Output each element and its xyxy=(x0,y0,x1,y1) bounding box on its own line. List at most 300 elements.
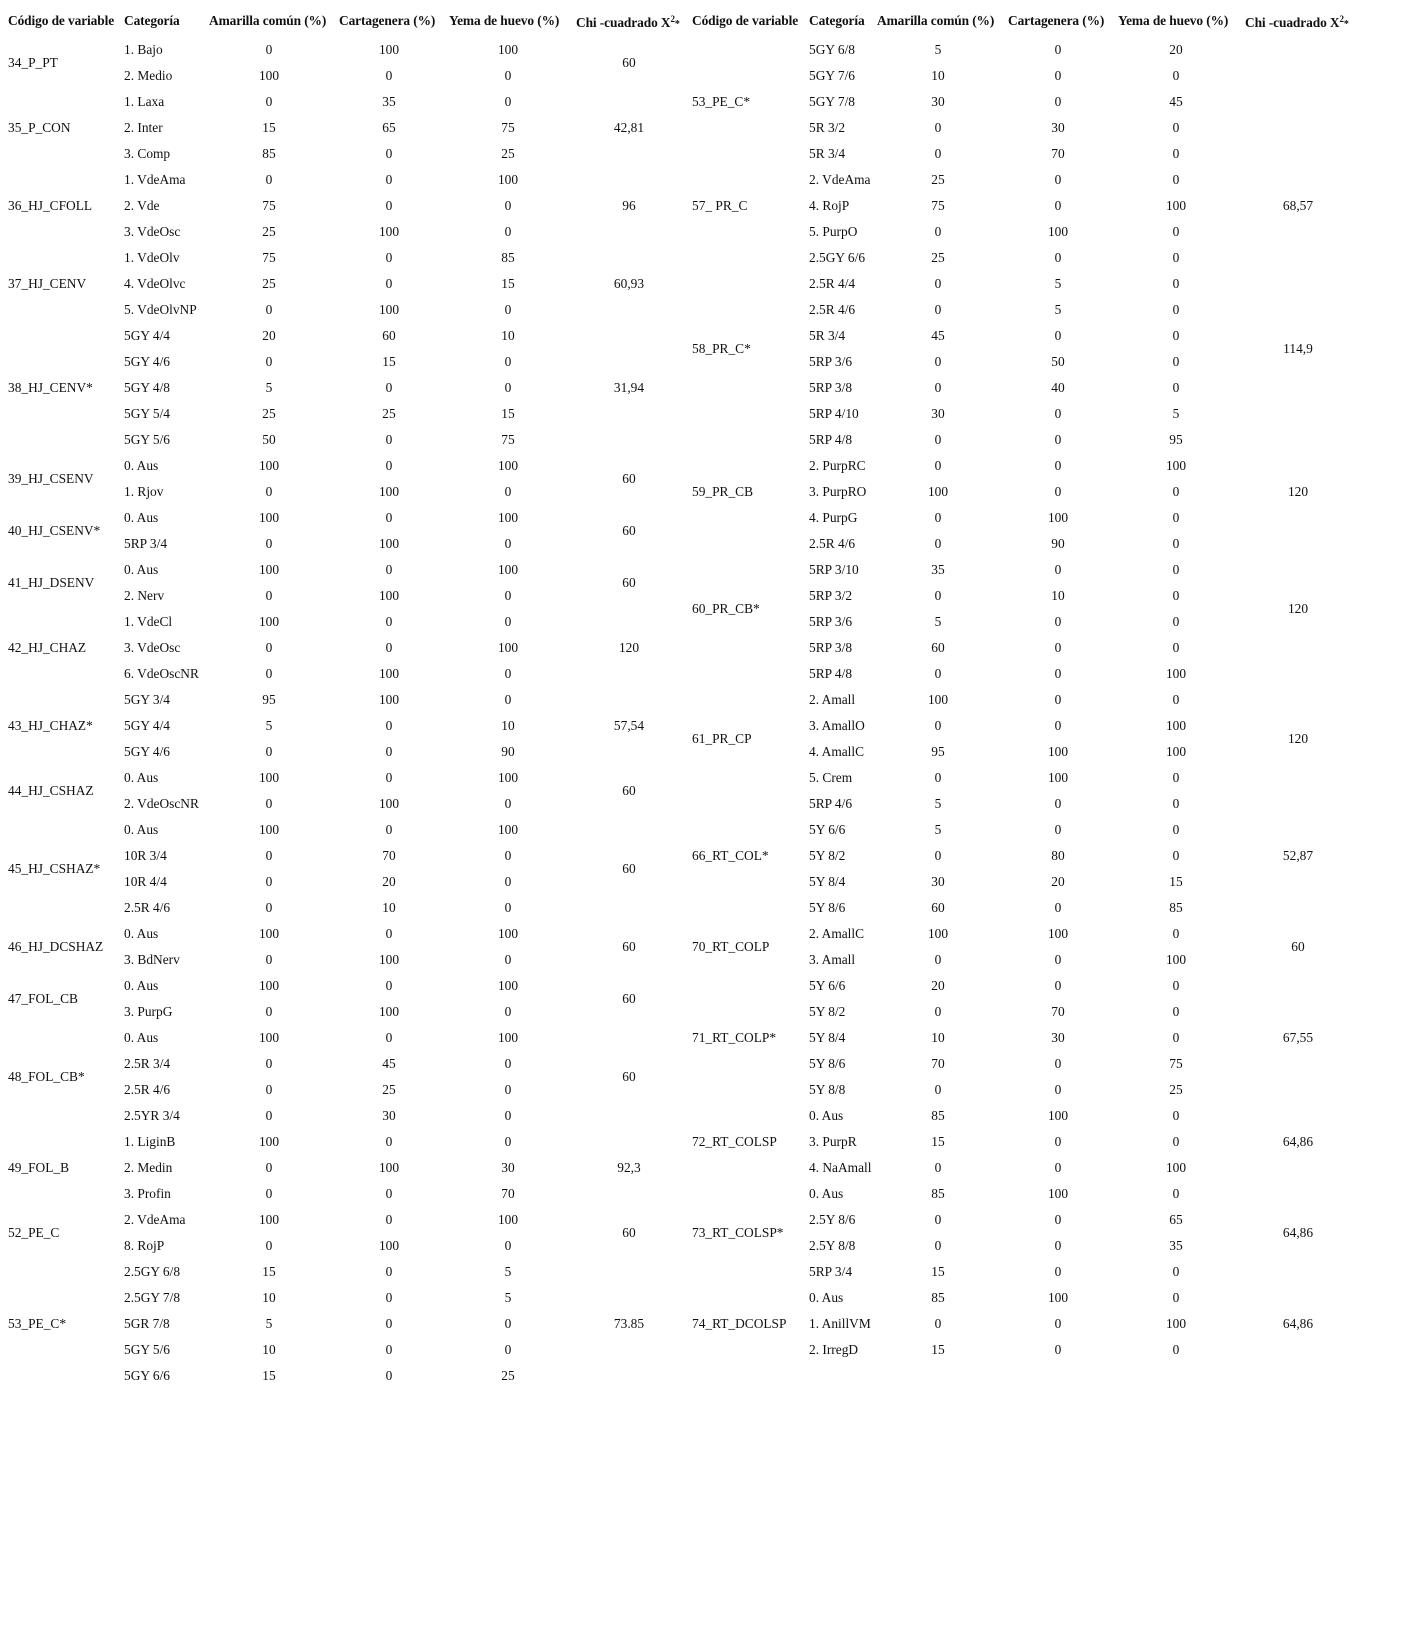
category-cell: 5R 3/4 xyxy=(809,146,846,161)
cartagenera-value: 0 xyxy=(1054,978,1062,993)
yema-value: 10 xyxy=(501,328,515,343)
variable-code: 38_HJ_CENV* xyxy=(8,380,93,395)
yema-value: 0 xyxy=(504,1238,512,1253)
cartagenera-value: 0 xyxy=(1054,692,1062,707)
amarilla-value: 25 xyxy=(262,276,276,291)
yema-value: 25 xyxy=(501,146,515,161)
cartagenera-value: 0 xyxy=(1054,42,1062,57)
amarilla-value: 45 xyxy=(931,328,945,343)
chi-square-value: 120 xyxy=(1287,731,1309,746)
amarilla-value: 100 xyxy=(258,1030,280,1045)
category-cell: 3. VdeOsc xyxy=(124,224,181,239)
amarilla-value: 10 xyxy=(931,68,945,83)
yema-value: 85 xyxy=(501,250,515,265)
category-cell: 2.5GY 6/6 xyxy=(809,250,866,265)
cartagenera-value: 0 xyxy=(1054,172,1062,187)
amarilla-value: 0 xyxy=(265,1056,273,1071)
category-cell: 2.5R 4/4 xyxy=(809,276,856,291)
variable-code: 48_FOL_CB* xyxy=(8,1069,85,1084)
amarilla-value: 0 xyxy=(934,354,942,369)
chi-square-value: 60 xyxy=(622,575,636,590)
category-cell: 5GY 4/6 xyxy=(124,744,170,759)
amarilla-value: 25 xyxy=(931,172,945,187)
cartagenera-value: 0 xyxy=(385,198,393,213)
category-cell: 2. IrregD xyxy=(809,1342,859,1357)
yema-value: 0 xyxy=(1172,224,1180,239)
category-cell: 2.5R 4/6 xyxy=(809,302,856,317)
amarilla-value: 0 xyxy=(934,952,942,967)
yema-value: 0 xyxy=(1172,250,1180,265)
amarilla-value: 0 xyxy=(265,952,273,967)
category-cell: 5Y 8/8 xyxy=(809,1082,846,1097)
amarilla-value: 0 xyxy=(934,1082,942,1097)
cartagenera-value: 0 xyxy=(385,146,393,161)
cartagenera-value: 100 xyxy=(1047,744,1069,759)
category-cell: 2.5R 4/6 xyxy=(809,536,856,551)
yema-value: 65 xyxy=(1169,1212,1183,1227)
amarilla-value: 30 xyxy=(931,406,945,421)
amarilla-value: 5 xyxy=(265,1316,273,1331)
cartagenera-value: 0 xyxy=(1054,68,1062,83)
yema-value: 0 xyxy=(1172,380,1180,395)
category-cell: 3. Comp xyxy=(124,146,171,161)
variable-code: 42_HJ_CHAZ xyxy=(8,640,87,655)
cartagenera-value: 0 xyxy=(385,1186,393,1201)
amarilla-value: 0 xyxy=(934,510,942,525)
amarilla-value: 60 xyxy=(931,900,945,915)
chi-square-value: 60 xyxy=(622,783,636,798)
category-cell: 3. BdNerv xyxy=(124,952,180,967)
yema-value: 100 xyxy=(1165,718,1187,733)
cartagenera-value: 100 xyxy=(378,42,400,57)
chi-square-value: 60 xyxy=(622,55,636,70)
yema-value: 0 xyxy=(1172,978,1180,993)
category-cell: 3. PurpG xyxy=(124,1004,173,1019)
amarilla-value: 30 xyxy=(931,874,945,889)
cartagenera-value: 100 xyxy=(378,1004,400,1019)
category-cell: 5GY 4/8 xyxy=(124,380,170,395)
amarilla-value: 100 xyxy=(258,614,280,629)
amarilla-value: 10 xyxy=(262,1290,276,1305)
yema-value: 0 xyxy=(1172,588,1180,603)
chi-square-value: 92,3 xyxy=(617,1160,641,1175)
category-cell: 5R 3/4 xyxy=(809,328,846,343)
yema-value: 75 xyxy=(501,120,515,135)
category-cell: 0. Aus xyxy=(124,562,159,577)
yema-value: 0 xyxy=(1172,1264,1180,1279)
cartagenera-value: 100 xyxy=(1047,1290,1069,1305)
cartagenera-value: 65 xyxy=(382,120,396,135)
category-cell: 5GY 7/6 xyxy=(809,68,855,83)
yema-value: 0 xyxy=(1172,120,1180,135)
category-cell: 5GY 5/6 xyxy=(124,432,170,447)
yema-value: 5 xyxy=(504,1290,512,1305)
variable-code: 36_HJ_CFOLL xyxy=(8,198,93,213)
cartagenera-value: 0 xyxy=(385,1316,393,1331)
category-cell: 4. PurpG xyxy=(809,510,858,525)
yema-value: 0 xyxy=(504,614,512,629)
variable-code: 41_HJ_DSENV xyxy=(8,575,95,590)
yema-value: 0 xyxy=(1172,848,1180,863)
cartagenera-value: 0 xyxy=(1054,562,1062,577)
chi-square-value: 60 xyxy=(622,861,636,876)
category-cell: 2. Vde xyxy=(124,198,160,213)
category-cell: 5Y 8/4 xyxy=(809,874,846,889)
amarilla-value: 10 xyxy=(931,1030,945,1045)
yema-value: 0 xyxy=(504,536,512,551)
cartagenera-value: 0 xyxy=(385,1030,393,1045)
yema-value: 0 xyxy=(1172,1108,1180,1123)
amarilla-value: 15 xyxy=(262,1368,276,1383)
cartagenera-value: 0 xyxy=(1054,1238,1062,1253)
yema-value: 25 xyxy=(1169,1082,1183,1097)
category-cell: 5RP 3/4 xyxy=(809,1264,853,1279)
yema-value: 85 xyxy=(1169,900,1183,915)
cartagenera-value: 40 xyxy=(1051,380,1065,395)
yema-value: 0 xyxy=(1172,68,1180,83)
category-cell: 5Y 6/6 xyxy=(809,822,846,837)
category-cell: 0. Aus xyxy=(124,822,159,837)
variable-code: 74_RT_DCOLSP xyxy=(692,1316,787,1331)
amarilla-value: 85 xyxy=(931,1186,945,1201)
category-cell: 2.5R 3/4 xyxy=(124,1056,171,1071)
cartagenera-value: 20 xyxy=(1051,874,1065,889)
category-cell: 5GY 4/6 xyxy=(124,354,170,369)
amarilla-value: 100 xyxy=(258,1134,280,1149)
category-cell: 2.5Y 8/8 xyxy=(809,1238,856,1253)
cartagenera-value: 45 xyxy=(382,1056,396,1071)
yema-value: 0 xyxy=(504,1108,512,1123)
amarilla-value: 0 xyxy=(934,1316,942,1331)
category-cell: 0. Aus xyxy=(124,770,159,785)
category-cell: 5Y 8/4 xyxy=(809,1030,846,1045)
category-cell: 5Y 8/2 xyxy=(809,1004,846,1019)
yema-value: 0 xyxy=(1172,484,1180,499)
cartagenera-value: 100 xyxy=(378,666,400,681)
category-cell: 1. VdeOlv xyxy=(124,250,180,265)
amarilla-value: 25 xyxy=(262,224,276,239)
amarilla-value: 0 xyxy=(934,380,942,395)
variable-code: 37_HJ_CENV xyxy=(8,276,87,291)
amarilla-value: 60 xyxy=(931,640,945,655)
chi-square-value: 60 xyxy=(622,1069,636,1084)
header-chi xyxy=(1245,15,1349,33)
cartagenera-value: 100 xyxy=(378,692,400,707)
category-cell: 5GY 5/4 xyxy=(124,406,170,421)
cartagenera-value: 0 xyxy=(1054,1316,1062,1331)
cartagenera-value: 0 xyxy=(385,276,393,291)
amarilla-value: 0 xyxy=(265,1082,273,1097)
header-chi-sup: 2 xyxy=(1339,14,1344,24)
yema-value: 100 xyxy=(1165,666,1187,681)
cartagenera-value: 5 xyxy=(1054,302,1062,317)
category-cell: 5. VdeOlvNP xyxy=(124,302,197,317)
header-categoria: Categoría xyxy=(124,13,180,28)
category-cell: 5RP 4/6 xyxy=(809,796,853,811)
yema-value: 0 xyxy=(504,1316,512,1331)
yema-value: 70 xyxy=(501,1186,515,1201)
amarilla-value: 100 xyxy=(258,926,280,941)
yema-value: 15 xyxy=(501,276,515,291)
cartagenera-value: 100 xyxy=(378,952,400,967)
header-cartagenera: Cartagenera (%) xyxy=(339,13,436,28)
category-cell: 1. Laxa xyxy=(124,94,165,109)
category-cell: 2. Amall xyxy=(809,692,856,707)
cartagenera-value: 0 xyxy=(1054,250,1062,265)
variable-code: 52_PE_C xyxy=(8,1225,60,1240)
cartagenera-value: 0 xyxy=(1054,796,1062,811)
yema-value: 100 xyxy=(497,822,519,837)
category-cell: 2.5YR 3/4 xyxy=(124,1108,180,1123)
amarilla-value: 0 xyxy=(934,276,942,291)
category-cell: 2. PurpRC xyxy=(809,458,866,473)
yema-value: 0 xyxy=(1172,692,1180,707)
category-cell: 5RP 3/6 xyxy=(809,354,853,369)
yema-value: 0 xyxy=(1172,926,1180,941)
cartagenera-value: 100 xyxy=(1047,510,1069,525)
cartagenera-value: 70 xyxy=(382,848,396,863)
category-cell: 5RP 3/8 xyxy=(809,380,853,395)
amarilla-value: 0 xyxy=(265,536,273,551)
amarilla-value: 75 xyxy=(262,250,276,265)
cartagenera-value: 0 xyxy=(385,770,393,785)
amarilla-value: 100 xyxy=(258,770,280,785)
variable-code: 59_PR_CB xyxy=(692,484,754,499)
cartagenera-value: 0 xyxy=(385,380,393,395)
yema-value: 0 xyxy=(1172,562,1180,577)
yema-value: 10 xyxy=(501,718,515,733)
cartagenera-value: 0 xyxy=(1054,406,1062,421)
category-cell: 0. Aus xyxy=(124,926,159,941)
variable-code: 60_PR_CB* xyxy=(692,601,760,616)
header-chi-ast: * xyxy=(674,19,680,30)
cartagenera-value: 0 xyxy=(1054,458,1062,473)
cartagenera-value: 0 xyxy=(385,562,393,577)
category-cell: 1. Bajo xyxy=(124,42,163,57)
amarilla-value: 0 xyxy=(934,588,942,603)
amarilla-value: 95 xyxy=(931,744,945,759)
category-cell: 5RP 4/8 xyxy=(809,666,853,681)
cartagenera-value: 0 xyxy=(1054,1264,1062,1279)
amarilla-value: 5 xyxy=(934,796,942,811)
category-cell: 4. AmallC xyxy=(809,744,865,759)
cartagenera-value: 0 xyxy=(385,250,393,265)
category-cell: 4. NaAmall xyxy=(809,1160,872,1175)
cartagenera-value: 80 xyxy=(1051,848,1065,863)
category-cell: 5GY 4/4 xyxy=(124,328,170,343)
amarilla-value: 0 xyxy=(934,146,942,161)
category-cell: 8. RojP xyxy=(124,1238,165,1253)
chi-square-value: 60 xyxy=(1291,939,1305,954)
amarilla-value: 0 xyxy=(265,172,273,187)
category-cell: 2. VdeOscNR xyxy=(124,796,199,811)
yema-value: 100 xyxy=(497,1030,519,1045)
cartagenera-value: 15 xyxy=(382,354,396,369)
category-cell: 2. VdeAma xyxy=(809,172,871,187)
amarilla-value: 70 xyxy=(931,1056,945,1071)
cartagenera-value: 0 xyxy=(1054,1342,1062,1357)
yema-value: 0 xyxy=(504,1342,512,1357)
amarilla-value: 0 xyxy=(934,1238,942,1253)
amarilla-value: 25 xyxy=(262,406,276,421)
yema-value: 100 xyxy=(1165,1316,1187,1331)
amarilla-value: 100 xyxy=(258,562,280,577)
chi-square-value: 60 xyxy=(622,471,636,486)
cartagenera-value: 90 xyxy=(1051,536,1065,551)
yema-value: 100 xyxy=(1165,198,1187,213)
amarilla-value: 0 xyxy=(265,874,273,889)
yema-value: 0 xyxy=(1172,1004,1180,1019)
category-cell: 2.5Y 8/6 xyxy=(809,1212,856,1227)
chi-square-value: 60 xyxy=(622,1225,636,1240)
amarilla-value: 100 xyxy=(927,484,949,499)
chi-square-value: 96 xyxy=(622,198,636,213)
chi-square-value: 60 xyxy=(622,991,636,1006)
amarilla-value: 35 xyxy=(931,562,945,577)
category-cell: 2. Medin xyxy=(124,1160,173,1175)
amarilla-value: 0 xyxy=(934,120,942,135)
category-cell: 2. Medio xyxy=(124,68,173,83)
cartagenera-value: 100 xyxy=(378,1160,400,1175)
category-cell: 5Y 8/2 xyxy=(809,848,846,863)
category-cell: 5GY 4/4 xyxy=(124,718,170,733)
yema-value: 0 xyxy=(504,588,512,603)
yema-value: 100 xyxy=(1165,458,1187,473)
amarilla-value: 100 xyxy=(258,458,280,473)
category-cell: 5Y 6/6 xyxy=(809,978,846,993)
cartagenera-value: 70 xyxy=(1051,146,1065,161)
amarilla-value: 0 xyxy=(265,302,273,317)
amarilla-value: 5 xyxy=(265,380,273,395)
cartagenera-value: 0 xyxy=(1054,614,1062,629)
category-cell: 3. VdeOsc xyxy=(124,640,181,655)
yema-value: 0 xyxy=(1172,146,1180,161)
cartagenera-value: 0 xyxy=(385,510,393,525)
cartagenera-value: 100 xyxy=(378,1238,400,1253)
chi-square-value: 60 xyxy=(622,523,636,538)
header-chi xyxy=(576,15,680,33)
category-cell: 5Y 8/6 xyxy=(809,1056,846,1071)
amarilla-value: 5 xyxy=(934,614,942,629)
yema-value: 0 xyxy=(1172,302,1180,317)
variable-code: 70_RT_COLP xyxy=(692,939,770,954)
amarilla-value: 0 xyxy=(265,1004,273,1019)
cartagenera-value: 0 xyxy=(1054,640,1062,655)
cartagenera-value: 0 xyxy=(1054,1134,1062,1149)
category-cell: 2. VdeAma xyxy=(124,1212,186,1227)
cartagenera-value: 0 xyxy=(1054,666,1062,681)
cartagenera-value: 0 xyxy=(1054,1056,1062,1071)
amarilla-value: 75 xyxy=(262,198,276,213)
cartagenera-value: 0 xyxy=(1054,718,1062,733)
yema-value: 0 xyxy=(1172,172,1180,187)
cartagenera-value: 0 xyxy=(385,640,393,655)
yema-value: 75 xyxy=(1169,1056,1183,1071)
yema-value: 0 xyxy=(504,692,512,707)
amarilla-value: 5 xyxy=(934,822,942,837)
category-cell: 0. Aus xyxy=(809,1290,844,1305)
cartagenera-value: 100 xyxy=(378,588,400,603)
yema-value: 45 xyxy=(1169,94,1183,109)
amarilla-value: 85 xyxy=(262,146,276,161)
yema-value: 100 xyxy=(497,510,519,525)
cartagenera-value: 100 xyxy=(1047,1186,1069,1201)
yema-value: 0 xyxy=(504,1082,512,1097)
category-cell: 6. VdeOscNR xyxy=(124,666,199,681)
header-codigo: Código de variable xyxy=(8,13,115,28)
amarilla-value: 5 xyxy=(934,42,942,57)
category-cell: 0. Aus xyxy=(809,1108,844,1123)
category-cell: 2.5GY 7/8 xyxy=(124,1290,181,1305)
amarilla-value: 0 xyxy=(934,1004,942,1019)
amarilla-value: 85 xyxy=(931,1290,945,1305)
amarilla-value: 0 xyxy=(265,900,273,915)
cartagenera-value: 0 xyxy=(385,458,393,473)
category-cell: 5RP 3/8 xyxy=(809,640,853,655)
yema-value: 0 xyxy=(504,68,512,83)
amarilla-value: 0 xyxy=(265,744,273,759)
category-cell: 5GY 6/6 xyxy=(124,1368,170,1383)
category-cell: 3. AmallO xyxy=(809,718,865,733)
cartagenera-value: 0 xyxy=(385,1290,393,1305)
chi-square-value: 52,87 xyxy=(1282,848,1314,863)
cartagenera-value: 0 xyxy=(1054,328,1062,343)
variable-code: 49_FOL_B xyxy=(8,1160,70,1175)
amarilla-value: 0 xyxy=(265,640,273,655)
variable-code: 47_FOL_CB xyxy=(8,991,78,1006)
amarilla-value: 100 xyxy=(927,926,949,941)
yema-value: 15 xyxy=(501,406,515,421)
amarilla-value: 5 xyxy=(265,718,273,733)
category-cell: 3. PurpR xyxy=(809,1134,857,1149)
cartagenera-value: 20 xyxy=(382,874,396,889)
chi-square-value: 31,94 xyxy=(613,380,645,395)
yema-value: 0 xyxy=(1172,1342,1180,1357)
amarilla-value: 100 xyxy=(258,68,280,83)
amarilla-value: 15 xyxy=(262,1264,276,1279)
header-chi-sup: 2 xyxy=(670,14,675,24)
amarilla-value: 100 xyxy=(258,822,280,837)
yema-value: 100 xyxy=(497,926,519,941)
yema-value: 100 xyxy=(497,770,519,785)
category-cell: 5RP 4/10 xyxy=(809,406,859,421)
chi-square-value: 42,81 xyxy=(613,120,645,135)
category-cell: 5. Crem xyxy=(809,770,853,785)
variable-code: 43_HJ_CHAZ* xyxy=(8,718,93,733)
cartagenera-value: 0 xyxy=(385,1368,393,1383)
amarilla-value: 0 xyxy=(934,302,942,317)
yema-value: 100 xyxy=(497,562,519,577)
yema-value: 0 xyxy=(504,224,512,239)
header-yema: Yema de huevo (%) xyxy=(449,13,560,28)
chi-square-value: 120 xyxy=(1287,484,1309,499)
amarilla-value: 0 xyxy=(265,1108,273,1123)
header-categoria: Categoría xyxy=(809,13,865,28)
amarilla-value: 0 xyxy=(934,848,942,863)
variable-code: 72_RT_COLSP xyxy=(692,1134,777,1149)
chi-square-value: 57,54 xyxy=(613,718,645,733)
amarilla-value: 0 xyxy=(934,432,942,447)
cartagenera-value: 0 xyxy=(385,822,393,837)
amarilla-value: 0 xyxy=(934,718,942,733)
amarilla-value: 15 xyxy=(931,1264,945,1279)
cartagenera-value: 0 xyxy=(385,718,393,733)
cartagenera-value: 0 xyxy=(385,744,393,759)
cartagenera-value: 0 xyxy=(385,1264,393,1279)
amarilla-value: 75 xyxy=(931,198,945,213)
amarilla-value: 95 xyxy=(262,692,276,707)
category-cell: 1. VdeAma xyxy=(124,172,186,187)
